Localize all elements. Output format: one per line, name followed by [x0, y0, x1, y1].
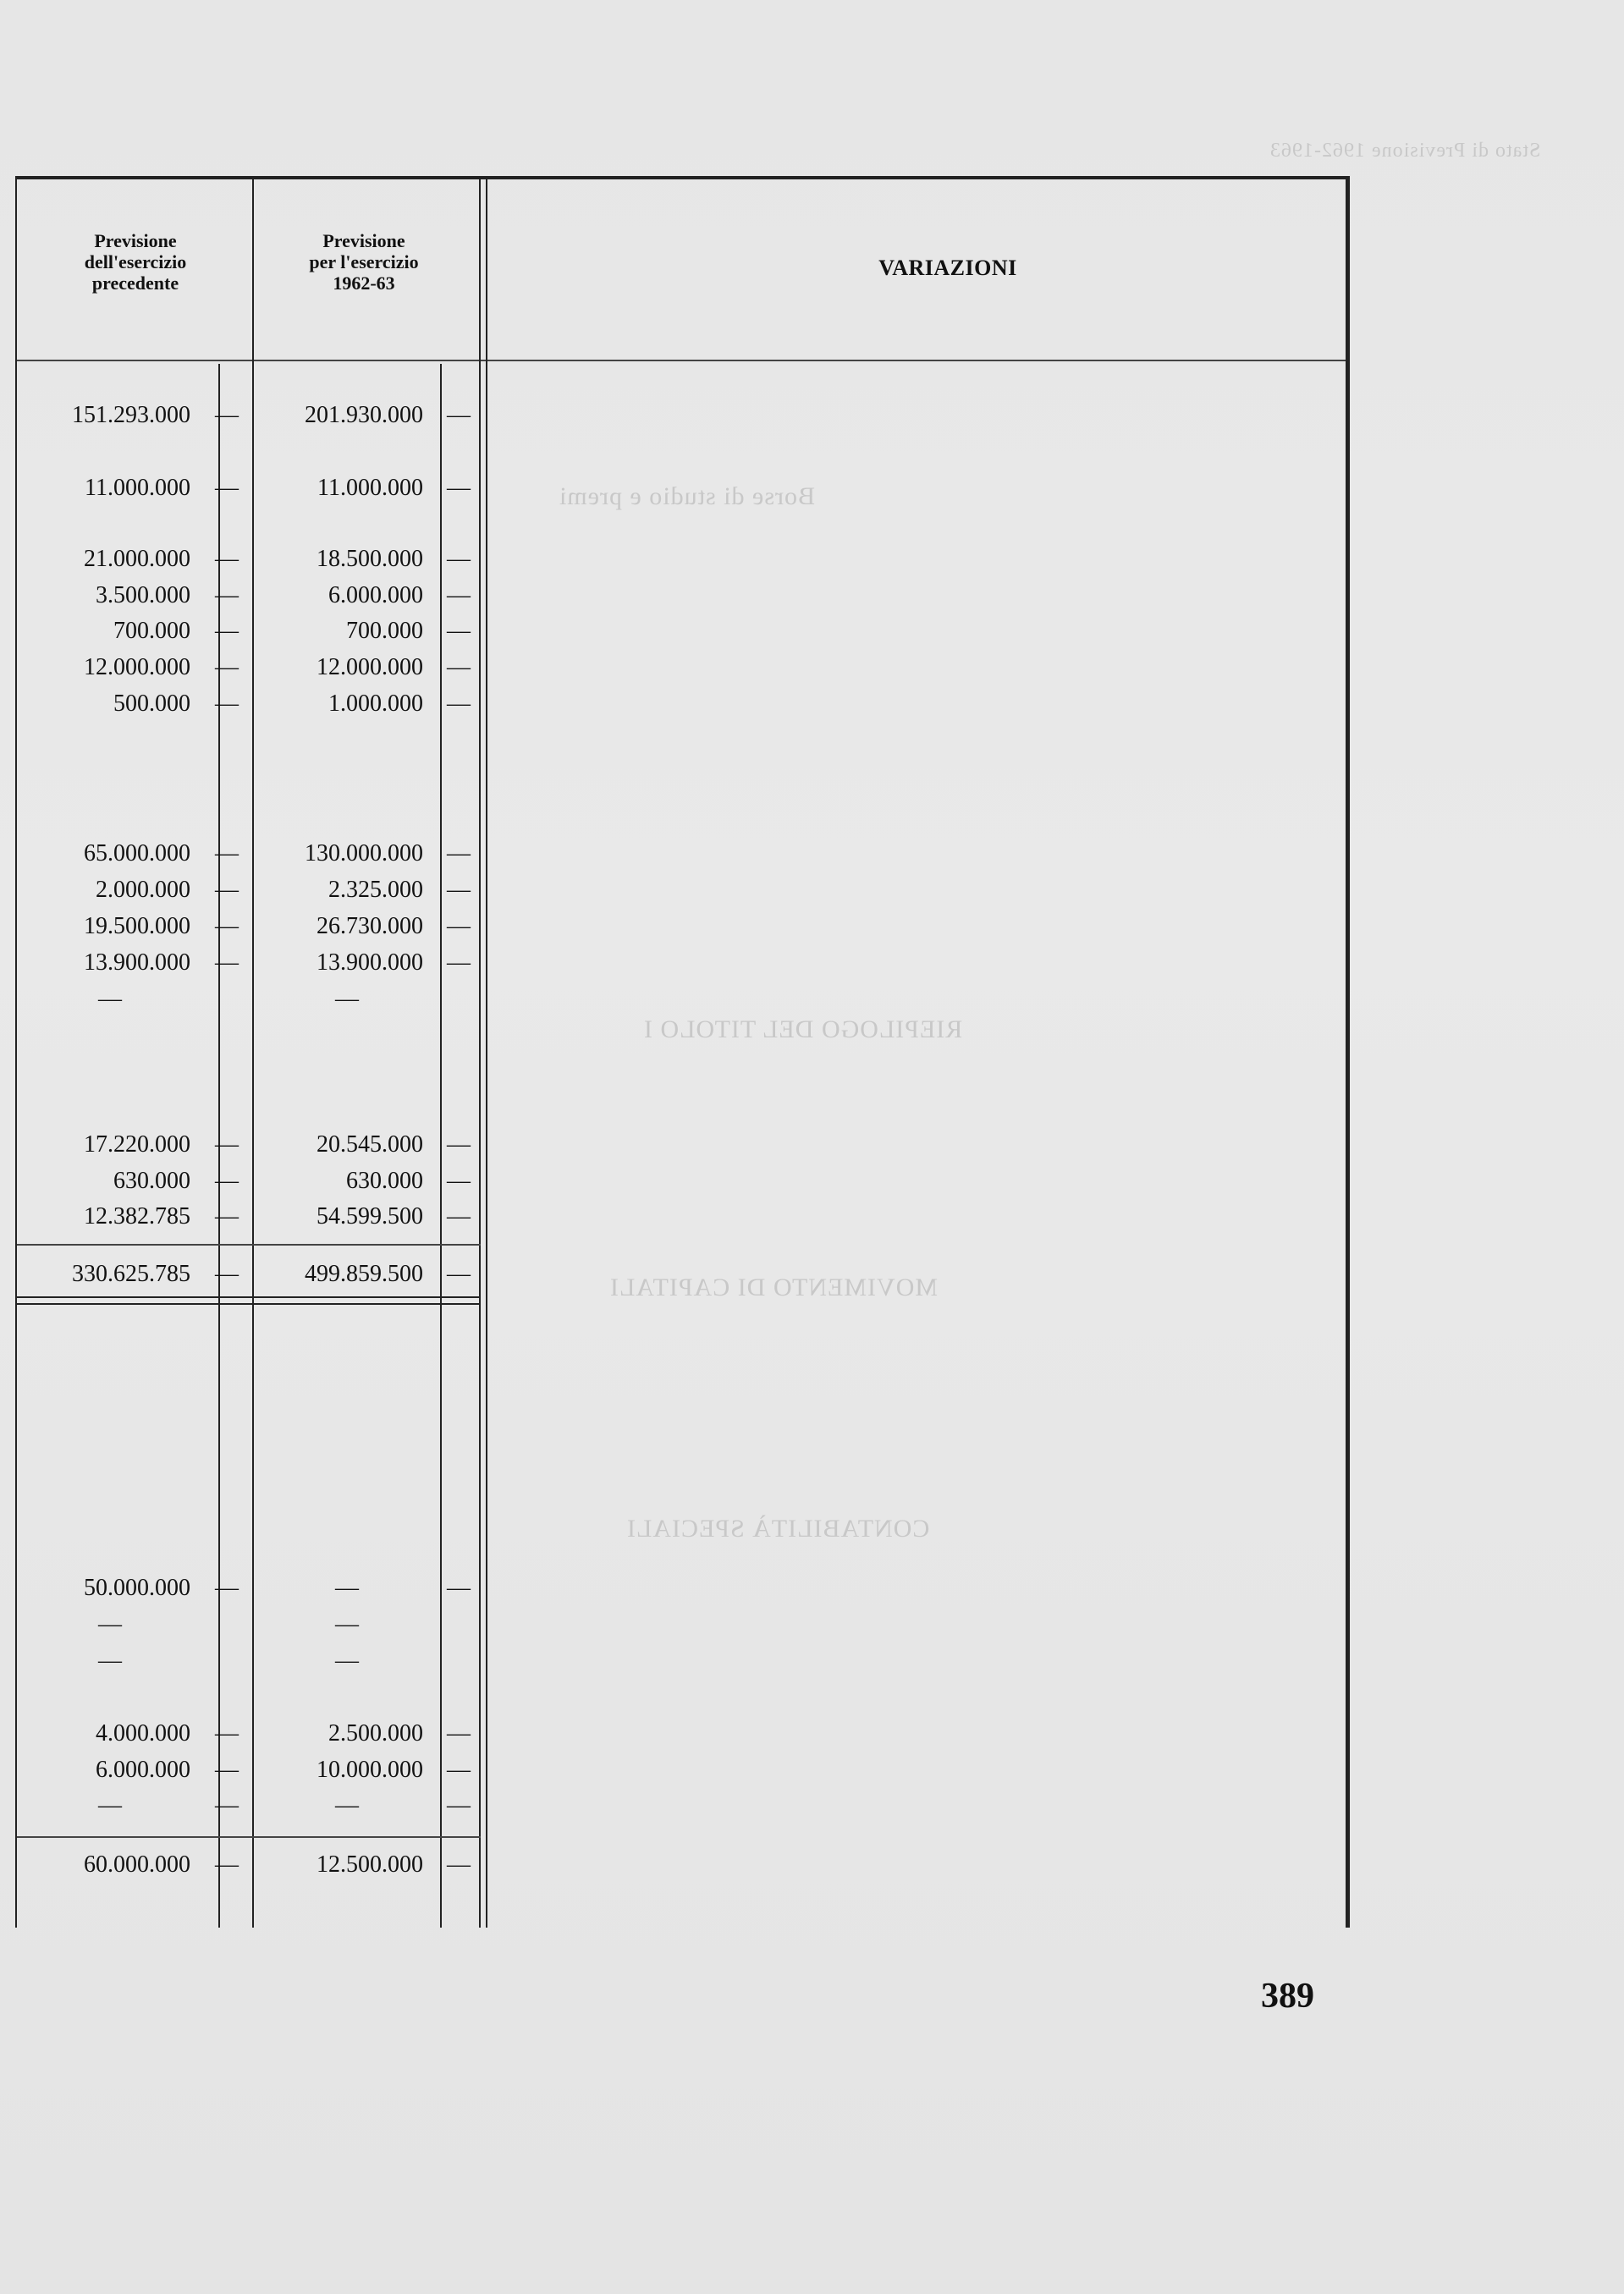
table-top-border: [15, 176, 1347, 179]
cell-current-year: 12.500.000: [317, 1851, 423, 1878]
cell-previous-year: 65.000.000: [84, 840, 190, 866]
cell-dash: —: [215, 1203, 239, 1230]
cell-dash: —: [447, 618, 471, 644]
total-rule: [17, 1244, 481, 1246]
cell-previous-year: 4.000.000: [96, 1720, 190, 1747]
cell-current-year: —: [335, 1648, 359, 1674]
cell-current-year: 2.500.000: [328, 1720, 423, 1747]
cell-dash: —: [215, 1757, 239, 1783]
cell-dash: —: [215, 840, 239, 866]
cell-dash: —: [447, 402, 471, 428]
cell-dash: —: [447, 1720, 471, 1747]
cell-dash: —: [215, 402, 239, 428]
bleed-through-text: RIEPILOGO DEL TITOLO I: [643, 1015, 963, 1043]
cell-dash: —: [215, 1851, 239, 1878]
cell-dash: —: [447, 840, 471, 866]
total-double-rule: [17, 1303, 481, 1305]
table-right-border: [1346, 176, 1350, 1928]
cell-current-year: 700.000: [346, 618, 423, 644]
cell-dash: —: [447, 1851, 471, 1878]
bleed-through-text: CONTABILITÀ SPECIALI: [626, 1515, 930, 1543]
cell-current-year: 6.000.000: [328, 582, 423, 608]
cell-dash: —: [215, 654, 239, 680]
cell-previous-year: 700.000: [113, 618, 190, 644]
cell-dash: —: [447, 546, 471, 572]
header-variations: VARIAZIONI: [878, 256, 1017, 280]
cell-previous-year: 12.000.000: [84, 654, 190, 680]
cell-previous-year: 630.000: [113, 1168, 190, 1194]
cell-current-year: 2.325.000: [328, 877, 423, 903]
header-text: 1962-63: [333, 272, 395, 294]
cell-previous-year: 21.000.000: [84, 546, 190, 572]
cell-dash: —: [447, 1168, 471, 1194]
cell-previous-year: 11.000.000: [85, 475, 190, 501]
cell-previous-year: 13.900.000: [84, 949, 190, 976]
cell-dash: —: [447, 913, 471, 939]
header-text: per l'esercizio: [309, 251, 419, 272]
cell-previous-year: 12.382.785: [84, 1203, 190, 1230]
cell-dash: —: [447, 877, 471, 903]
cell-dash: —: [447, 1261, 471, 1287]
cell-dash: —: [447, 1757, 471, 1783]
cell-current-year: —: [335, 1792, 359, 1818]
cell-current-year: —: [335, 1611, 359, 1637]
header-text: Previsione: [94, 230, 177, 251]
cell-current-year: 20.545.000: [317, 1131, 423, 1158]
cell-dash: —: [215, 1168, 239, 1194]
cell-current-year: 1.000.000: [328, 690, 423, 717]
cell-previous-year: 330.625.785: [72, 1261, 190, 1287]
total-rule: [17, 1836, 481, 1838]
header-previous-year: [51, 230, 220, 294]
cell-dash: —: [215, 1261, 239, 1287]
cell-dash: —: [215, 877, 239, 903]
cell-previous-year: 60.000.000: [84, 1851, 190, 1878]
header-text: dell'esercizio: [84, 251, 187, 272]
cell-current-year: —: [335, 1575, 359, 1601]
cell-dash: —: [215, 949, 239, 976]
cell-dash: —: [215, 690, 239, 717]
cell-previous-year: —: [98, 1611, 122, 1637]
cell-dash: —: [447, 475, 471, 501]
column-divider: [486, 176, 487, 1928]
bleed-through-text: Stato di Previsione 1962-1963: [1269, 140, 1541, 162]
column-divider: [479, 176, 481, 1928]
cell-previous-year: —: [98, 986, 122, 1012]
cell-previous-year: 151.293.000: [72, 402, 190, 428]
cell-previous-year: 2.000.000: [96, 877, 190, 903]
cell-previous-year: 500.000: [113, 690, 190, 717]
cell-dash: —: [215, 582, 239, 608]
header-current-year: [271, 230, 457, 294]
page-number: 389: [1261, 1977, 1314, 2016]
cell-previous-year: —: [98, 1792, 122, 1818]
cell-previous-year: 19.500.000: [84, 913, 190, 939]
cell-previous-year: —: [98, 1648, 122, 1674]
cell-current-year: 201.930.000: [305, 402, 423, 428]
cell-dash: —: [447, 690, 471, 717]
cell-current-year: 13.900.000: [317, 949, 423, 976]
header-text: Previsione: [322, 230, 405, 251]
cell-previous-year: 3.500.000: [96, 582, 190, 608]
cell-current-year: 54.599.500: [317, 1203, 423, 1230]
cell-previous-year: 6.000.000: [96, 1757, 190, 1783]
cell-previous-year: 50.000.000: [84, 1575, 190, 1601]
cell-dash: —: [447, 1575, 471, 1601]
cell-dash: —: [447, 582, 471, 608]
cell-current-year: 11.000.000: [317, 475, 423, 501]
cell-dash: —: [215, 1792, 239, 1818]
cell-dash: —: [215, 1720, 239, 1747]
cell-dash: —: [215, 1131, 239, 1158]
bleed-through-text: Borse di studio e premi: [559, 482, 815, 510]
column-divider: [252, 176, 254, 1928]
cell-dash: —: [447, 1203, 471, 1230]
cell-current-year: 18.500.000: [317, 546, 423, 572]
cell-current-year: 499.859.500: [305, 1261, 423, 1287]
header-bottom-border: [15, 360, 1347, 361]
cell-dash: —: [215, 913, 239, 939]
cell-dash: —: [215, 1575, 239, 1601]
cell-dash: —: [447, 654, 471, 680]
cell-dash: —: [215, 618, 239, 644]
total-double-rule: [17, 1296, 481, 1298]
cell-current-year: 10.000.000: [317, 1757, 423, 1783]
cell-previous-year: 17.220.000: [84, 1131, 190, 1158]
cell-current-year: 26.730.000: [317, 913, 423, 939]
cell-dash: —: [447, 1131, 471, 1158]
cell-current-year: —: [335, 986, 359, 1012]
table-left-border: [15, 176, 17, 1928]
cell-current-year: 630.000: [346, 1168, 423, 1194]
header-text: precedente: [91, 272, 179, 294]
cell-dash: —: [447, 1792, 471, 1818]
cell-current-year: 12.000.000: [317, 654, 423, 680]
cell-dash: —: [215, 475, 239, 501]
cell-dash: —: [447, 949, 471, 976]
cell-dash: —: [215, 546, 239, 572]
cell-current-year: 130.000.000: [305, 840, 423, 866]
bleed-through-text: MOVIMENTO DI CAPITALI: [609, 1274, 939, 1301]
